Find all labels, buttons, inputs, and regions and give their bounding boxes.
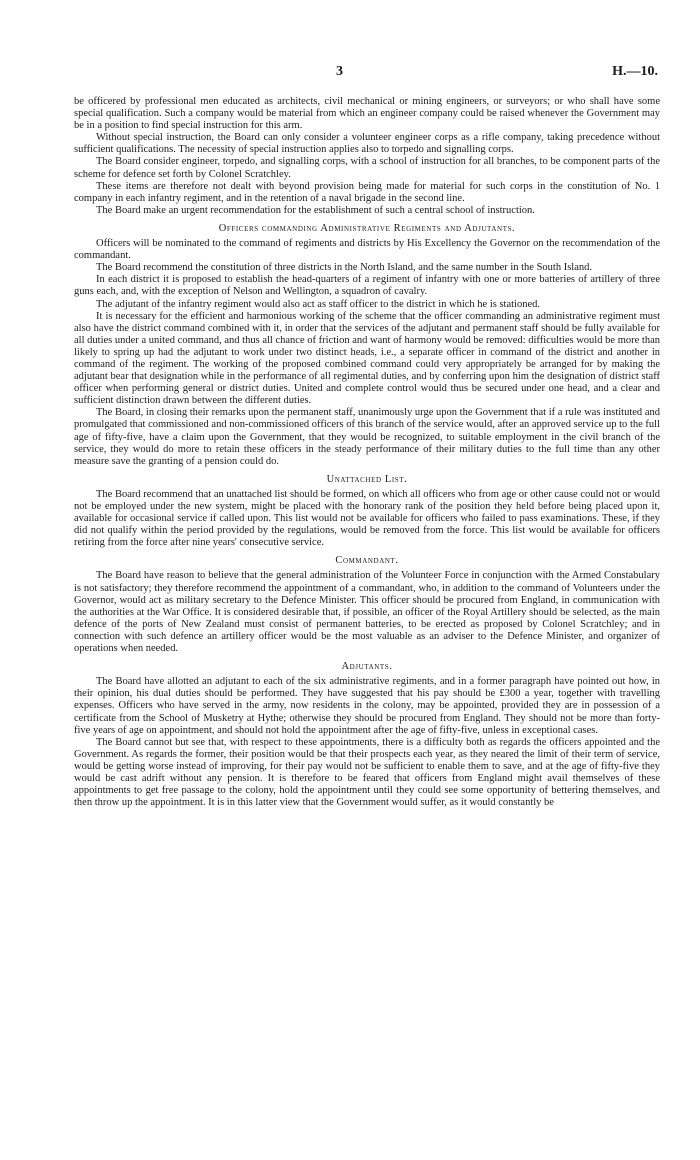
body-paragraph: Without special instruction, the Board can only consider a volunteer engineer corps as a rifle company, taking precedence without sufficient qualifications. The necessity of special instruction applies also to torpedo and signalling corps. (74, 132, 660, 156)
section-heading: Adjutants. (341, 661, 393, 673)
body-paragraph: The Board cannot but see that, with respect to these appointments, there is a difficulty both as regards the officers appointed and the Government. As regards the former, their position would be that their prospects each year, as they neared the limit of their term of service, would be getting worse instead of improving, for their pay would not be sufficient to enable them to save, and at the age of fifty-five they would be cast adrift without any pension. It is therefore to be feared that officers from England might avail themselves of these appointments to get free passage to the colony, hold the appointment until they could see some opportunity of bettering themselves, and then throw up the appointment. It is in this latter view that the Government would suffer, as it would constantly be (74, 736, 660, 809)
body-paragraph: Officers will be nominated to the command of regiments and districts by His Excellency the Governor on the recommendation of the commandant. (74, 238, 660, 262)
body-paragraph: In each district it is proposed to establish the head-quarters of a regiment of infantry with one or more batteries of artillery of three guns each, and, with the exception of Nelson and Wellington, a squadron of cavalry. (74, 274, 660, 298)
body-paragraph: The Board recommend that an unattached list should be formed, on which all officers who from age or other cause could not or would not be employed under the new system, might be placed with the honorary rank of the position they held before being placed upon it, available for occasional service if called upon. This list would not be available for officers who failed to pass examinations. These, if they did not qualify within the period provided by the regulations, would be removed from the force. This list would be available for officers retiring from the force after nine years' consecutive service. (74, 488, 660, 549)
body-paragraph: be officered by professional men educated as architects, civil mechanical or mining engineers, or surveyors; or who shall have some special qualification. Such a company would be material from which an engineer company could be raised whenever the Government may be in a position to find special instruction for this arm. (74, 96, 660, 132)
body-paragraph: The adjutant of the infantry regiment would also act as staff officer to the district in which he is stationed. (96, 298, 540, 310)
section-heading: Officers commanding Administrative Regiments and Adjutants. (218, 222, 516, 234)
page-number: 3 (336, 64, 343, 79)
body-paragraph: The Board, in closing their remarks upon the permanent staff, unanimously urge upon the Government that if a rule was instituted and promulgated that commissioned and non-commissioned officers of this branch of the service would, after an approved service up to the full age of fifty-five, have a claim upon the Government, that they would be recognized, to suitable employment in the civil branch of the service, they would do more to retain these officers in the steady performance of their military duties to the full time than any other measure save the granting of a pension could do. (74, 407, 660, 467)
body-paragraph: The Board consider engineer, torpedo, and signalling corps, with a school of instruction for all branches, to be component parts of the scheme for defence set forth by Colonel Scratchley. (74, 156, 660, 180)
body-paragraph: The Board recommend the constitution of three districts in the North Island, and the same number in the South Island. (96, 262, 593, 274)
section-heading: Commandant. (335, 555, 399, 567)
document-reference: H.—10. (612, 64, 658, 79)
body-paragraph: The Board have reason to believe that the general administration of the Volunteer Force in conjunction with the Armed Constabulary is not satisfactory; they therefore recommend the appointment of a commandant, who, in addition to the command of Volunteers under the Governor, would act as military secretary to the Defence Minister. This officer should be procured from England, in communication with the authorities at the War Office. It is considered desirable that, if possible, an officer of the Royal Artillery should be selected, as the main defence of the ports of New Zealand must consist of permanent batteries, to be erected as proposed by Colonel Scratchley; and in connection with such defence an artillery officer would be the most valuable as an adviser to the Defence Minister, and organizer of operations when needed. (74, 570, 660, 655)
body-paragraph: The Board have allotted an adjutant to each of the six administrative regiments, and in a former paragraph have pointed out how, in their opinion, his dual duties should be performed. They have suggested that his pay should be £300 a year, together with travelling expenses. Officers who have served in the army, now residents in the colony, may be appointed, provided they are in possession of a certificate from the School of Musketry at Hythe; otherwise they should be procured from England. They should not be more than forty-five years of age on appointment, and should not hold the appointment after the age of fifty-five, unless in exceptional cases. (74, 676, 660, 736)
body-paragraph: It is necessary for the efficient and harmonious working of the scheme that the officer commanding an administrative regiment must also have the district command combined with it, in order that the services of the adjutant and permanent staff should be fully available for all duties under a united command, and thus all chance of friction and want of harmony would be removed: difficulties would be more than likely to spring up had the adjutant to work under two distinct heads, i.e., a separate officer in command of the district and another in command of the regiment. The working of the proposed combined command could very appropriately be arranged for by making the adjutant bear that designation while in the performance of all regimental duties, and by conferring upon him the designation of district staff officer when performing general or district duties. United and complete control would thus be secured under one head, and a clear and sufficient distinction drawn between the different duties. (74, 310, 660, 407)
page-body (74, 96, 660, 809)
body-paragraph: These items are therefore not dealt with beyond provision being made for material for such corps in the constitution of No. 1 company in each infantry regiment, and in the retention of a naval brigade in the second line. (74, 180, 660, 204)
body-paragraph: The Board make an urgent recommendation for the establishment of such a central school of instruction. (96, 204, 535, 216)
section-heading: Unattached List. (326, 473, 408, 485)
